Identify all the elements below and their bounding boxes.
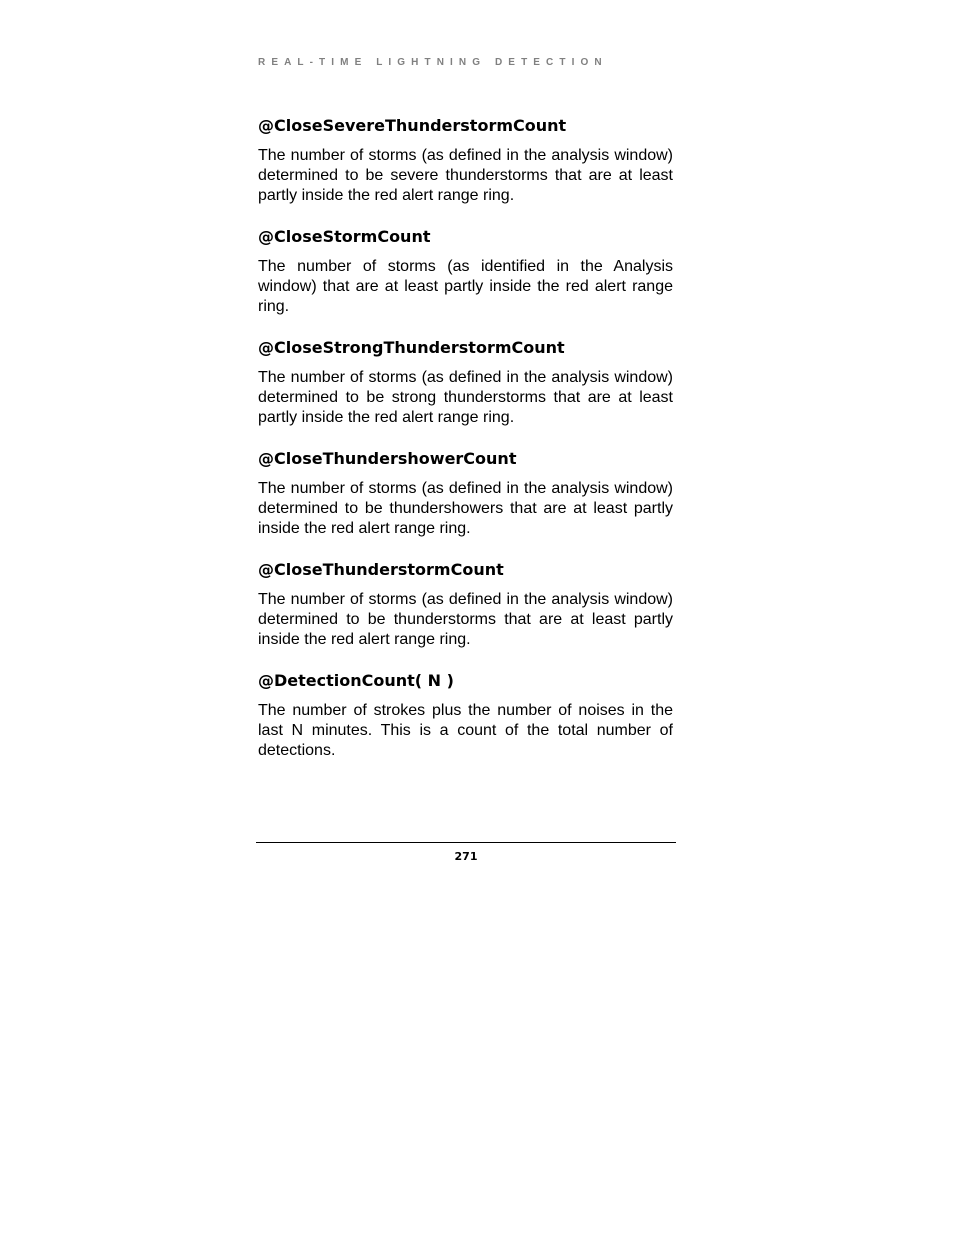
entry-close-storm-count [258,227,673,317]
entry-description: The number of storms (as defined in the analysis window) determined to be severe thunderstorms that are at least partly inside the red alert range ring. [258,147,673,204]
entry-close-severe-thunderstorm-count [258,116,673,206]
entry-description: The number of storms (as defined in the analysis window) determined to be thunderstorms that are at least partly inside the red alert range ring. [258,591,673,648]
entry-title: @CloseThundershowerCount [258,449,517,468]
entry-detection-count [258,671,673,761]
entry-close-thunderstorm-count [258,560,673,650]
footer-divider [256,842,676,843]
entry-title: @DetectionCount( N ) [258,671,454,690]
entry-description: The number of strokes plus the number of noises in the last N minutes. This is a count of the total number of detections. [258,702,673,759]
entry-close-thundershower-count [258,449,673,539]
entry-title: @CloseStrongThunderstormCount [258,338,565,357]
running-header: REAL-TIME LIGHTNING DETECTION [258,57,608,68]
entry-title: @CloseSevereThunderstormCount [258,116,567,135]
entry-close-strong-thunderstorm-count [258,338,673,428]
entry-description: The number of storms (as identified in the Analysis window) that are at least partly inside the red alert range ring. [258,258,673,315]
entry-title: @CloseThunderstormCount [258,560,504,579]
main-content [258,116,673,782]
entry-description: The number of storms (as defined in the analysis window) determined to be thundershowers that are at least partly inside the red alert range ring. [258,480,673,537]
entry-title: @CloseStormCount [258,227,431,246]
entry-description: The number of storms (as defined in the analysis window) determined to be strong thunderstorms that are at least partly inside the red alert range ring. [258,369,673,426]
page-number: 271 [454,850,478,863]
